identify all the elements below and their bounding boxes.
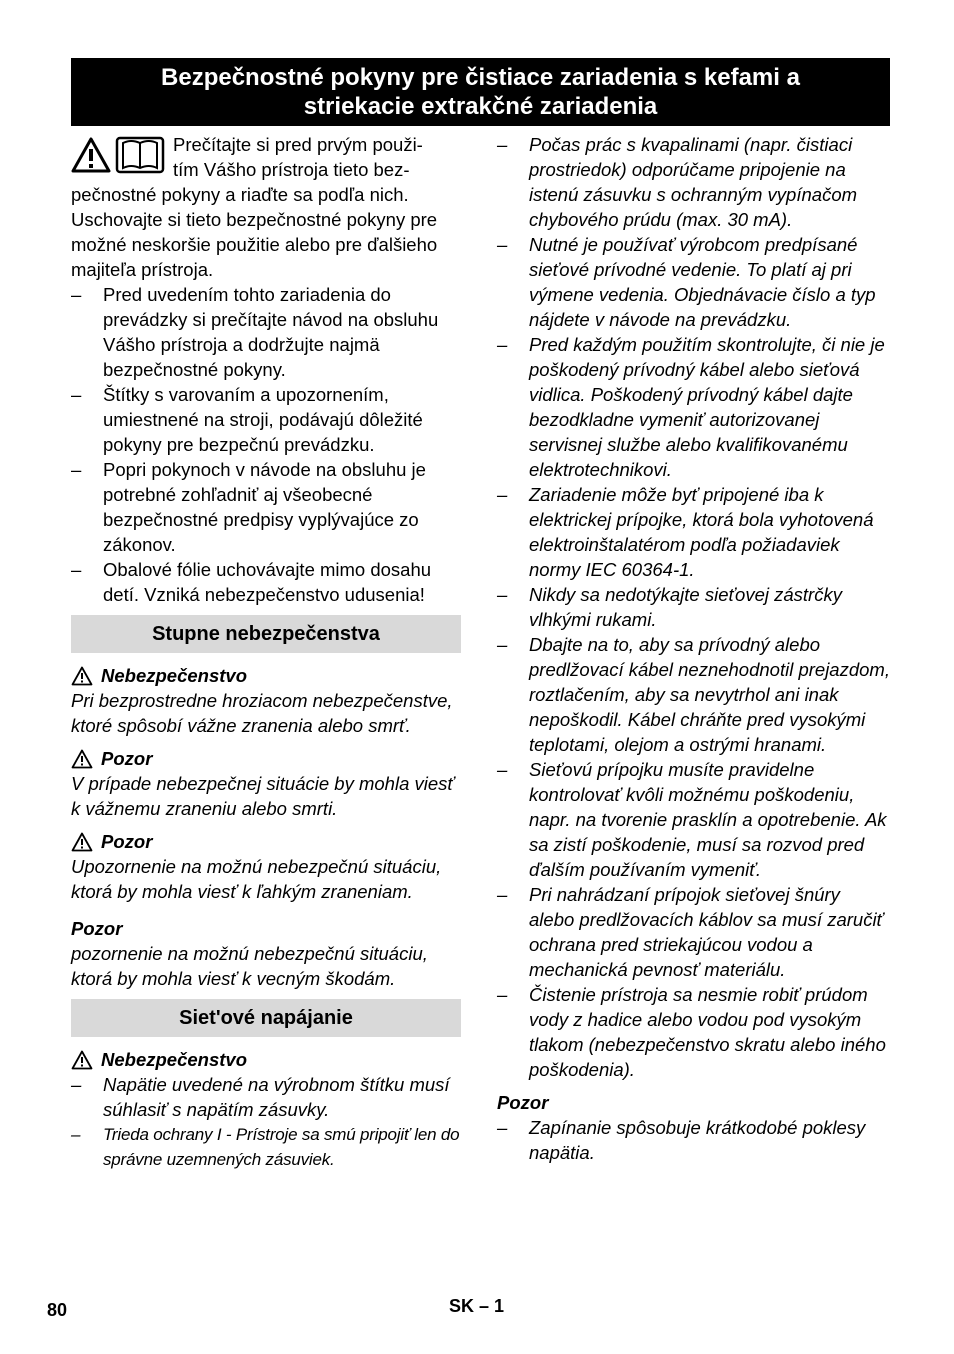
warning-triangle-icon <box>71 137 111 173</box>
list-item: – Štítky s varovaním a upozornením, umiestnené na stroji, podávajú dôležité pokyny pre bezpečnú prevádzku. <box>71 384 423 455</box>
dash-bullet: – <box>71 459 82 480</box>
left-column <box>71 132 461 1172</box>
level-heading: Pozor <box>71 746 461 771</box>
right-column <box>497 132 890 1165</box>
list-item: – Počas prác s kvapalinami (napr. čistiaci prostriedok) odporúčame pripojenie na istenú zásuvku s ochranným vypínačom chybového prúdu (max. 30 mA). <box>497 134 858 230</box>
dash-bullet: – <box>71 559 82 580</box>
list-item: – Dbajte na to, aby sa prívodný alebo predlžovací kábel neznehodnotil prejazdom, roztlačením, aby sa nevytrhol ani inak nepoškodil. Kábel chráňte pred vysokými teplotami, olejom a ostrými hranami. <box>497 634 890 755</box>
page-number: 80 <box>47 1300 68 1320</box>
list-item: – Nikdy sa nedotýkajte sieťovej zástrčky vlhkými rukami. <box>497 584 842 630</box>
list-item: – Nutné je používať výrobcom predpísané sieťové prívodné vedenie. To platí aj pri výmene vedenia. Objednávacie číslo a typ nájdete v návode na prevádzku. <box>497 234 876 330</box>
dash-bullet: – <box>497 884 508 905</box>
intro-list <box>71 282 461 607</box>
level-description: V prípade nebezpečnej situácie by mohla viesť k vážnemu zraneniu alebo smrti. <box>71 773 454 819</box>
intro-line-2: tím Vášho prístroja tieto bez- <box>173 159 410 180</box>
level-description: Pri bezprostredne hroziacom nebezpečenstve, ktoré spôsobí vážne zranenia alebo smrť. <box>71 690 453 736</box>
intro-line-1: Prečítajte si pred prvým použi- <box>173 134 423 155</box>
intro-icons <box>71 136 165 174</box>
dash-bullet: – <box>497 984 508 1005</box>
list-item: – Sieťovú prípojku musíte pravidelne kontrolovať kvôli možnému poškodeniu, napr. na tvorenie prasklín a opotrebenie. Ak sa zistí poškodenie, musí sa rozvod pred ďalším používaním vymeniť. <box>497 759 887 880</box>
dash-bullet: – <box>497 334 508 355</box>
intro-text: pečnostné pokyny a riaďte sa podľa nich. Uschovajte si tieto bezpečnostné pokyny pre možné neskoršie použitie alebo pre ďalšieho majiteľa prístroja. <box>71 184 438 280</box>
dash-bullet: – <box>497 234 508 255</box>
list-item: – Napätie uvedené na výrobnom štítku musí súhlasiť s napätím zásuvky. <box>71 1074 450 1120</box>
dash-bullet: – <box>71 384 82 405</box>
manual-book-icon <box>115 136 165 174</box>
list-item: – Pred uvedením tohto zariadenia do prevádzky si prečítajte návod na obsluhu Vášho prístroja a dodržujte najmä bezpečnostné pokyny. <box>71 284 439 380</box>
dash-bullet: – <box>497 634 508 655</box>
power-list-left <box>71 1072 461 1172</box>
warning-triangle-icon <box>71 832 93 852</box>
list-item: – Zariadenie môže byť pripojené iba k elektrickej prípojke, ktorá bola vyhotovená elektroinštalatérom podľa požiadaviek normy IEC 60364-1. <box>497 484 874 580</box>
dash-bullet: – <box>497 484 508 505</box>
level-description: pozornenie na možnú nebezpečnú situáciu, ktorá by mohla viesť k vecným škodám. <box>71 943 428 989</box>
language-page-label: SK – 1 <box>449 1296 505 1316</box>
level-heading: Nebezpečenstvo <box>71 663 461 688</box>
level-heading: Pozor <box>71 829 461 854</box>
dash-bullet: – <box>497 134 508 155</box>
danger-heading: Nebezpečenstvo <box>71 1047 461 1072</box>
section-heading-power: Siet'ové napájanie <box>71 999 461 1037</box>
dash-bullet: – <box>71 1125 81 1144</box>
list-item: – Pred každým použitím skontrolujte, či nie je poškodený prívodný kábel alebo sieťová vidlica. Poškodený prívodný kábel dajte bezodkladne vymeniť autorizovanej servisnej službe alebo kvalifikovanému elektrotechnikovi. <box>497 334 885 480</box>
intro-block <box>71 132 461 282</box>
section-heading-levels: Stupne nebezpečenstva <box>71 615 461 653</box>
list-item: – Zapínanie spôsobuje krátkodobé poklesy napätia. <box>497 1117 866 1163</box>
level-description: Upozornenie na možnú nebezpečnú situáciu, ktorá by mohla viesť k ľahkým zraneniam. <box>71 856 442 902</box>
warning-triangle-icon <box>71 749 93 769</box>
power-list-right <box>497 132 890 1082</box>
dash-bullet: – <box>71 284 82 305</box>
pozor-heading: Pozor <box>497 1092 549 1113</box>
dash-bullet: – <box>497 584 508 605</box>
list-item: – Trieda ochrany I - Prístroje sa smú pripojiť len do správne uzemnených zásuviek. <box>71 1122 461 1172</box>
list-item: – Pri nahrádzaní prípojok sieťovej šnúry alebo predlžovacích káblov sa musí zaručiť ochrana pred striekajúcou vodou a mechanická pevnosť materiálu. <box>497 884 884 980</box>
list-item: – Popri pokynoch v návode na obsluhu je potrebné zohľadniť aj všeobecné bezpečnostné predpisy vyplývajúce zo zákonov. <box>71 459 426 555</box>
page-title <box>71 58 890 126</box>
title-line-1: Bezpečnostné pokyny pre čistiace zariadenia s kefami a <box>161 64 800 91</box>
list-item: – Čistenie prístroja sa nesmie robiť prúdom vody z hadice alebo vodou pod vysokým tlakom (nebezpečenstvo skratu alebo iného poškodenia). <box>497 984 886 1080</box>
warning-triangle-icon <box>71 1050 93 1070</box>
warning-triangle-icon <box>71 666 93 686</box>
dash-bullet: – <box>497 759 508 780</box>
list-item: – Obalové fólie uchovávajte mimo dosahu detí. Vzniká nebezpečenstvo udusenia! <box>71 559 432 605</box>
dash-bullet: – <box>497 1117 508 1138</box>
dash-bullet: – <box>71 1074 82 1095</box>
title-line-2: striekacie extrakčné zariadenia <box>303 93 658 120</box>
pozor-list <box>497 1115 890 1165</box>
level-heading: Pozor <box>71 918 123 939</box>
